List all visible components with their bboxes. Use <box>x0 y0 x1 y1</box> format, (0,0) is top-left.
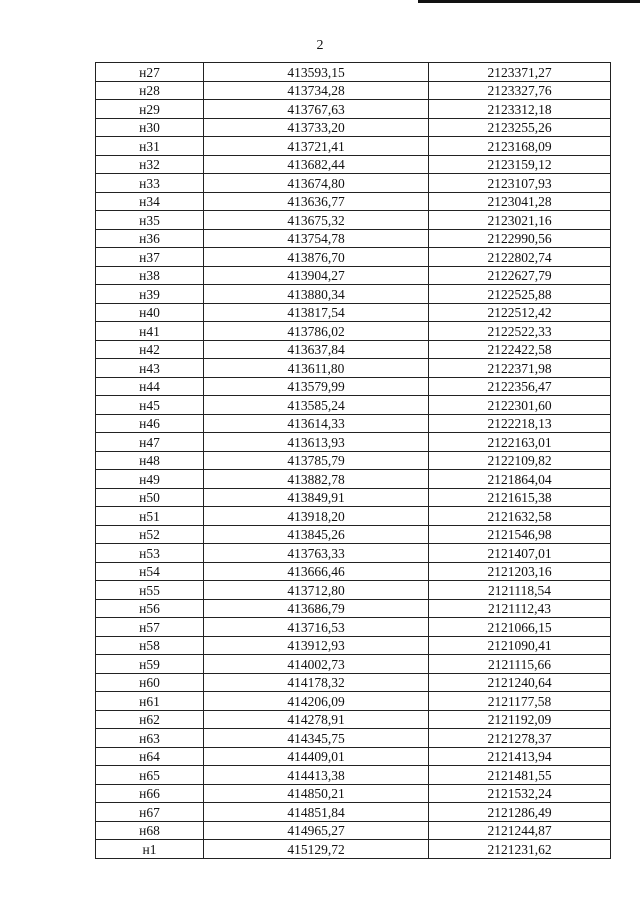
point-id-cell: н48 <box>96 451 204 470</box>
y-coordinate-cell: 2122522,33 <box>429 322 611 341</box>
table-row <box>96 729 611 748</box>
table-row <box>96 100 611 119</box>
y-coordinate-cell: 2122422,58 <box>429 340 611 359</box>
y-coordinate-cell: 2123312,18 <box>429 100 611 119</box>
table-row <box>96 673 611 692</box>
point-id-cell: н43 <box>96 359 204 378</box>
point-id-cell: н44 <box>96 377 204 396</box>
point-id-cell: н31 <box>96 137 204 156</box>
table-row <box>96 599 611 618</box>
table-row <box>96 192 611 211</box>
y-coordinate-cell: 2123159,12 <box>429 155 611 174</box>
x-coordinate-cell: 413712,80 <box>204 581 429 600</box>
point-id-cell: н29 <box>96 100 204 119</box>
coordinates-table-body <box>96 63 611 859</box>
x-coordinate-cell: 414206,09 <box>204 692 429 711</box>
point-id-cell: н56 <box>96 599 204 618</box>
point-id-cell: н61 <box>96 692 204 711</box>
y-coordinate-cell: 2121244,87 <box>429 821 611 840</box>
y-coordinate-cell: 2121231,62 <box>429 840 611 859</box>
point-id-cell: н57 <box>96 618 204 637</box>
y-coordinate-cell: 2121115,66 <box>429 655 611 674</box>
point-id-cell: н60 <box>96 673 204 692</box>
table-row <box>96 340 611 359</box>
point-id-cell: н67 <box>96 803 204 822</box>
x-coordinate-cell: 413882,78 <box>204 470 429 489</box>
table-row <box>96 470 611 489</box>
y-coordinate-cell: 2122371,98 <box>429 359 611 378</box>
page-number: 2 <box>316 38 324 53</box>
y-coordinate-cell: 2123107,93 <box>429 174 611 193</box>
x-coordinate-cell: 413849,91 <box>204 488 429 507</box>
table-row <box>96 359 611 378</box>
y-coordinate-cell: 2121615,38 <box>429 488 611 507</box>
y-coordinate-cell: 2122512,42 <box>429 303 611 322</box>
y-coordinate-cell: 2121177,58 <box>429 692 611 711</box>
point-id-cell: н65 <box>96 766 204 785</box>
y-coordinate-cell: 2123255,26 <box>429 118 611 137</box>
y-coordinate-cell: 2123371,27 <box>429 63 611 82</box>
table-row <box>96 544 611 563</box>
y-coordinate-cell: 2123168,09 <box>429 137 611 156</box>
table-row <box>96 174 611 193</box>
x-coordinate-cell: 413611,80 <box>204 359 429 378</box>
header-rule <box>418 0 640 3</box>
table-row <box>96 229 611 248</box>
y-coordinate-cell: 2122109,82 <box>429 451 611 470</box>
y-coordinate-cell: 2121286,49 <box>429 803 611 822</box>
table-row <box>96 562 611 581</box>
point-id-cell: н33 <box>96 174 204 193</box>
point-id-cell: н35 <box>96 211 204 230</box>
x-coordinate-cell: 414851,84 <box>204 803 429 822</box>
y-coordinate-cell: 2121546,98 <box>429 525 611 544</box>
x-coordinate-cell: 413763,33 <box>204 544 429 563</box>
point-id-cell: н68 <box>96 821 204 840</box>
table-row <box>96 285 611 304</box>
x-coordinate-cell: 414965,27 <box>204 821 429 840</box>
y-coordinate-cell: 2123041,28 <box>429 192 611 211</box>
coordinates-table <box>95 62 611 859</box>
x-coordinate-cell: 413767,63 <box>204 100 429 119</box>
y-coordinate-cell: 2122627,79 <box>429 266 611 285</box>
point-id-cell: н62 <box>96 710 204 729</box>
point-id-cell: н39 <box>96 285 204 304</box>
table-row <box>96 433 611 452</box>
point-id-cell: н30 <box>96 118 204 137</box>
x-coordinate-cell: 413904,27 <box>204 266 429 285</box>
x-coordinate-cell: 413613,93 <box>204 433 429 452</box>
x-coordinate-cell: 413682,44 <box>204 155 429 174</box>
x-coordinate-cell: 413876,70 <box>204 248 429 267</box>
table-row <box>96 655 611 674</box>
y-coordinate-cell: 2121066,15 <box>429 618 611 637</box>
point-id-cell: н41 <box>96 322 204 341</box>
point-id-cell: н47 <box>96 433 204 452</box>
point-id-cell: н36 <box>96 229 204 248</box>
y-coordinate-cell: 2122301,60 <box>429 396 611 415</box>
x-coordinate-cell: 414850,21 <box>204 784 429 803</box>
point-id-cell: н46 <box>96 414 204 433</box>
y-coordinate-cell: 2121532,24 <box>429 784 611 803</box>
point-id-cell: н64 <box>96 747 204 766</box>
x-coordinate-cell: 413754,78 <box>204 229 429 248</box>
x-coordinate-cell: 413585,24 <box>204 396 429 415</box>
x-coordinate-cell: 413817,54 <box>204 303 429 322</box>
table-row <box>96 840 611 859</box>
table-row <box>96 118 611 137</box>
y-coordinate-cell: 2121407,01 <box>429 544 611 563</box>
table-row <box>96 377 611 396</box>
x-coordinate-cell: 413918,20 <box>204 507 429 526</box>
point-id-cell: н51 <box>96 507 204 526</box>
x-coordinate-cell: 413733,20 <box>204 118 429 137</box>
point-id-cell: н53 <box>96 544 204 563</box>
y-coordinate-cell: 2122990,56 <box>429 229 611 248</box>
table-row <box>96 155 611 174</box>
x-coordinate-cell: 413912,93 <box>204 636 429 655</box>
table-row <box>96 821 611 840</box>
table-row <box>96 63 611 82</box>
y-coordinate-cell: 2121481,55 <box>429 766 611 785</box>
table-row <box>96 784 611 803</box>
y-coordinate-cell: 2122802,74 <box>429 248 611 267</box>
table-row <box>96 81 611 100</box>
table-row <box>96 451 611 470</box>
table-row <box>96 211 611 230</box>
y-coordinate-cell: 2121090,41 <box>429 636 611 655</box>
x-coordinate-cell: 413593,15 <box>204 63 429 82</box>
y-coordinate-cell: 2121864,04 <box>429 470 611 489</box>
x-coordinate-cell: 413880,34 <box>204 285 429 304</box>
table-row <box>96 710 611 729</box>
x-coordinate-cell: 413674,80 <box>204 174 429 193</box>
table-row <box>96 266 611 285</box>
y-coordinate-cell: 2121192,09 <box>429 710 611 729</box>
point-id-cell: н1 <box>96 840 204 859</box>
table-row <box>96 137 611 156</box>
x-coordinate-cell: 414413,38 <box>204 766 429 785</box>
x-coordinate-cell: 414178,32 <box>204 673 429 692</box>
point-id-cell: н54 <box>96 562 204 581</box>
point-id-cell: н27 <box>96 63 204 82</box>
y-coordinate-cell: 2122525,88 <box>429 285 611 304</box>
point-id-cell: н42 <box>96 340 204 359</box>
point-id-cell: н34 <box>96 192 204 211</box>
y-coordinate-cell: 2123021,16 <box>429 211 611 230</box>
table-row <box>96 414 611 433</box>
point-id-cell: н40 <box>96 303 204 322</box>
table-row <box>96 618 611 637</box>
table-row <box>96 636 611 655</box>
x-coordinate-cell: 413636,77 <box>204 192 429 211</box>
table-row <box>96 322 611 341</box>
x-coordinate-cell: 413675,32 <box>204 211 429 230</box>
x-coordinate-cell: 413686,79 <box>204 599 429 618</box>
x-coordinate-cell: 414409,01 <box>204 747 429 766</box>
y-coordinate-cell: 2121203,16 <box>429 562 611 581</box>
x-coordinate-cell: 413734,28 <box>204 81 429 100</box>
point-id-cell: н59 <box>96 655 204 674</box>
table-row <box>96 525 611 544</box>
x-coordinate-cell: 413721,41 <box>204 137 429 156</box>
table-row <box>96 248 611 267</box>
point-id-cell: н37 <box>96 248 204 267</box>
y-coordinate-cell: 2122356,47 <box>429 377 611 396</box>
point-id-cell: н49 <box>96 470 204 489</box>
point-id-cell: н50 <box>96 488 204 507</box>
table-row <box>96 581 611 600</box>
x-coordinate-cell: 414002,73 <box>204 655 429 674</box>
table-row <box>96 507 611 526</box>
point-id-cell: н58 <box>96 636 204 655</box>
y-coordinate-cell: 2121240,64 <box>429 673 611 692</box>
x-coordinate-cell: 413845,26 <box>204 525 429 544</box>
y-coordinate-cell: 2122163,01 <box>429 433 611 452</box>
table-row <box>96 303 611 322</box>
y-coordinate-cell: 2121632,58 <box>429 507 611 526</box>
point-id-cell: н45 <box>96 396 204 415</box>
x-coordinate-cell: 413637,84 <box>204 340 429 359</box>
y-coordinate-cell: 2121413,94 <box>429 747 611 766</box>
point-id-cell: н63 <box>96 729 204 748</box>
table-row <box>96 747 611 766</box>
y-coordinate-cell: 2122218,13 <box>429 414 611 433</box>
point-id-cell: н32 <box>96 155 204 174</box>
table-row <box>96 803 611 822</box>
x-coordinate-cell: 413786,02 <box>204 322 429 341</box>
y-coordinate-cell: 2121278,37 <box>429 729 611 748</box>
table-row <box>96 396 611 415</box>
x-coordinate-cell: 415129,72 <box>204 840 429 859</box>
y-coordinate-cell: 2121112,43 <box>429 599 611 618</box>
point-id-cell: н38 <box>96 266 204 285</box>
point-id-cell: н28 <box>96 81 204 100</box>
y-coordinate-cell: 2123327,76 <box>429 81 611 100</box>
y-coordinate-cell: 2121118,54 <box>429 581 611 600</box>
x-coordinate-cell: 413666,46 <box>204 562 429 581</box>
table-row <box>96 692 611 711</box>
x-coordinate-cell: 414278,91 <box>204 710 429 729</box>
point-id-cell: н66 <box>96 784 204 803</box>
table-row <box>96 766 611 785</box>
x-coordinate-cell: 413716,53 <box>204 618 429 637</box>
x-coordinate-cell: 413785,79 <box>204 451 429 470</box>
x-coordinate-cell: 413614,33 <box>204 414 429 433</box>
x-coordinate-cell: 414345,75 <box>204 729 429 748</box>
point-id-cell: н52 <box>96 525 204 544</box>
x-coordinate-cell: 413579,99 <box>204 377 429 396</box>
point-id-cell: н55 <box>96 581 204 600</box>
table-row <box>96 488 611 507</box>
